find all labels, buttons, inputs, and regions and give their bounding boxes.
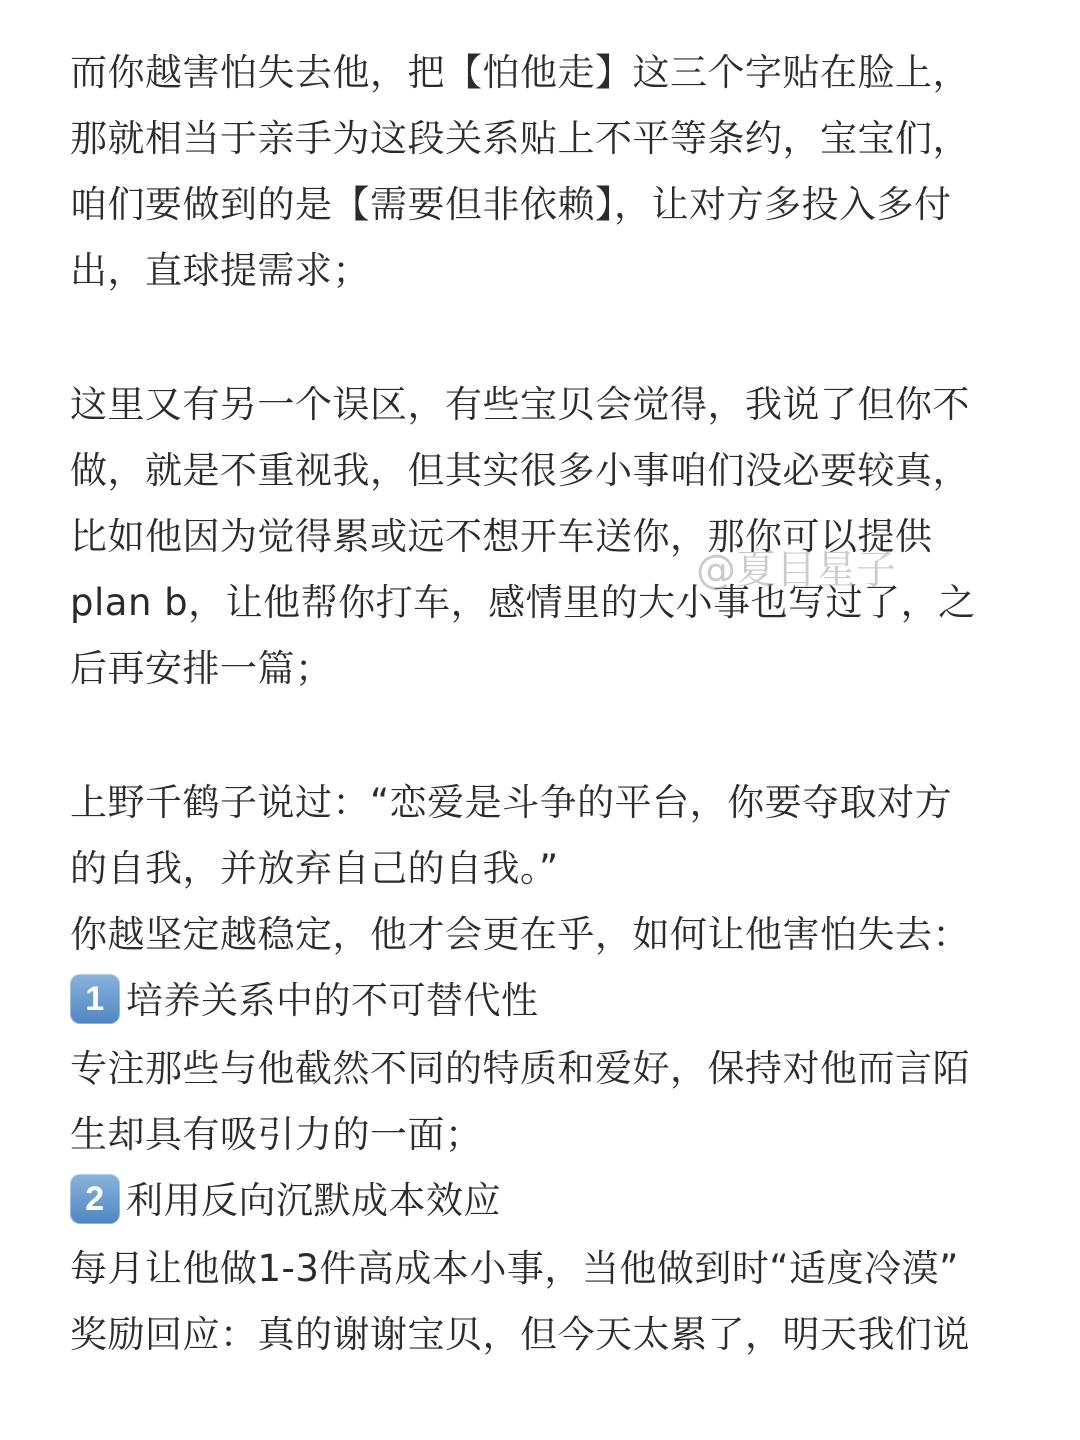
- text-line: 做，就是不重视我，但其实很多小事咱们没必要较真，: [70, 449, 970, 492]
- text-line: 那就相当于亲手为这段关系贴上不平等条约，宝宝们，: [70, 117, 970, 160]
- text-line: 出，直球提需求；: [70, 249, 370, 292]
- text-line: 这里又有另一个误区，有些宝贝会觉得，我说了但你不: [70, 383, 970, 426]
- watermark: @夏目星子: [696, 547, 896, 593]
- list-item-title: 利用反向沉默成本效应: [126, 1179, 501, 1222]
- text-line: 专注那些与他截然不同的特质和爱好，保持对他而言陌: [70, 1047, 970, 1090]
- text-line: 咱们要做到的是【需要但非依赖】，让对方多投入多付: [70, 183, 952, 226]
- text-line: plan b，让他帮你打车，感情里的大小事也写过了，之: [70, 581, 976, 624]
- text-line: 奖励回应：真的谢谢宝贝，但今天太累了，明天我们说: [70, 1313, 970, 1356]
- text-line: 生却具有吸引力的一面；: [70, 1113, 483, 1156]
- list-item-title: 培养关系中的不可替代性: [126, 979, 539, 1022]
- text-line: 后再安排一篇；: [70, 647, 333, 690]
- text-line: 你越坚定越稳定，他才会更在乎，如何让他害怕失去：: [70, 913, 970, 956]
- quote-line: 的自我，并放弃自己的自我。”: [70, 847, 559, 890]
- text-line: 每月让他做1-3件高成本小事，当他做到时“适度冷漠”: [70, 1247, 959, 1290]
- list-item-heading: [70, 1168, 501, 1234]
- text-line: 而你越害怕失去他，把【怕他走】这三个字贴在脸上，: [70, 51, 970, 94]
- text-line: 比如他因为觉得累或远不想开车送你，那你可以提供: [70, 515, 933, 558]
- list-item-heading: [70, 968, 539, 1034]
- number-one-icon: 1: [70, 974, 120, 1024]
- quote-line: 上野千鹤子说过：“恋爱是斗争的平台，你要夺取对方: [70, 781, 953, 824]
- number-two-icon: 2: [70, 1174, 120, 1224]
